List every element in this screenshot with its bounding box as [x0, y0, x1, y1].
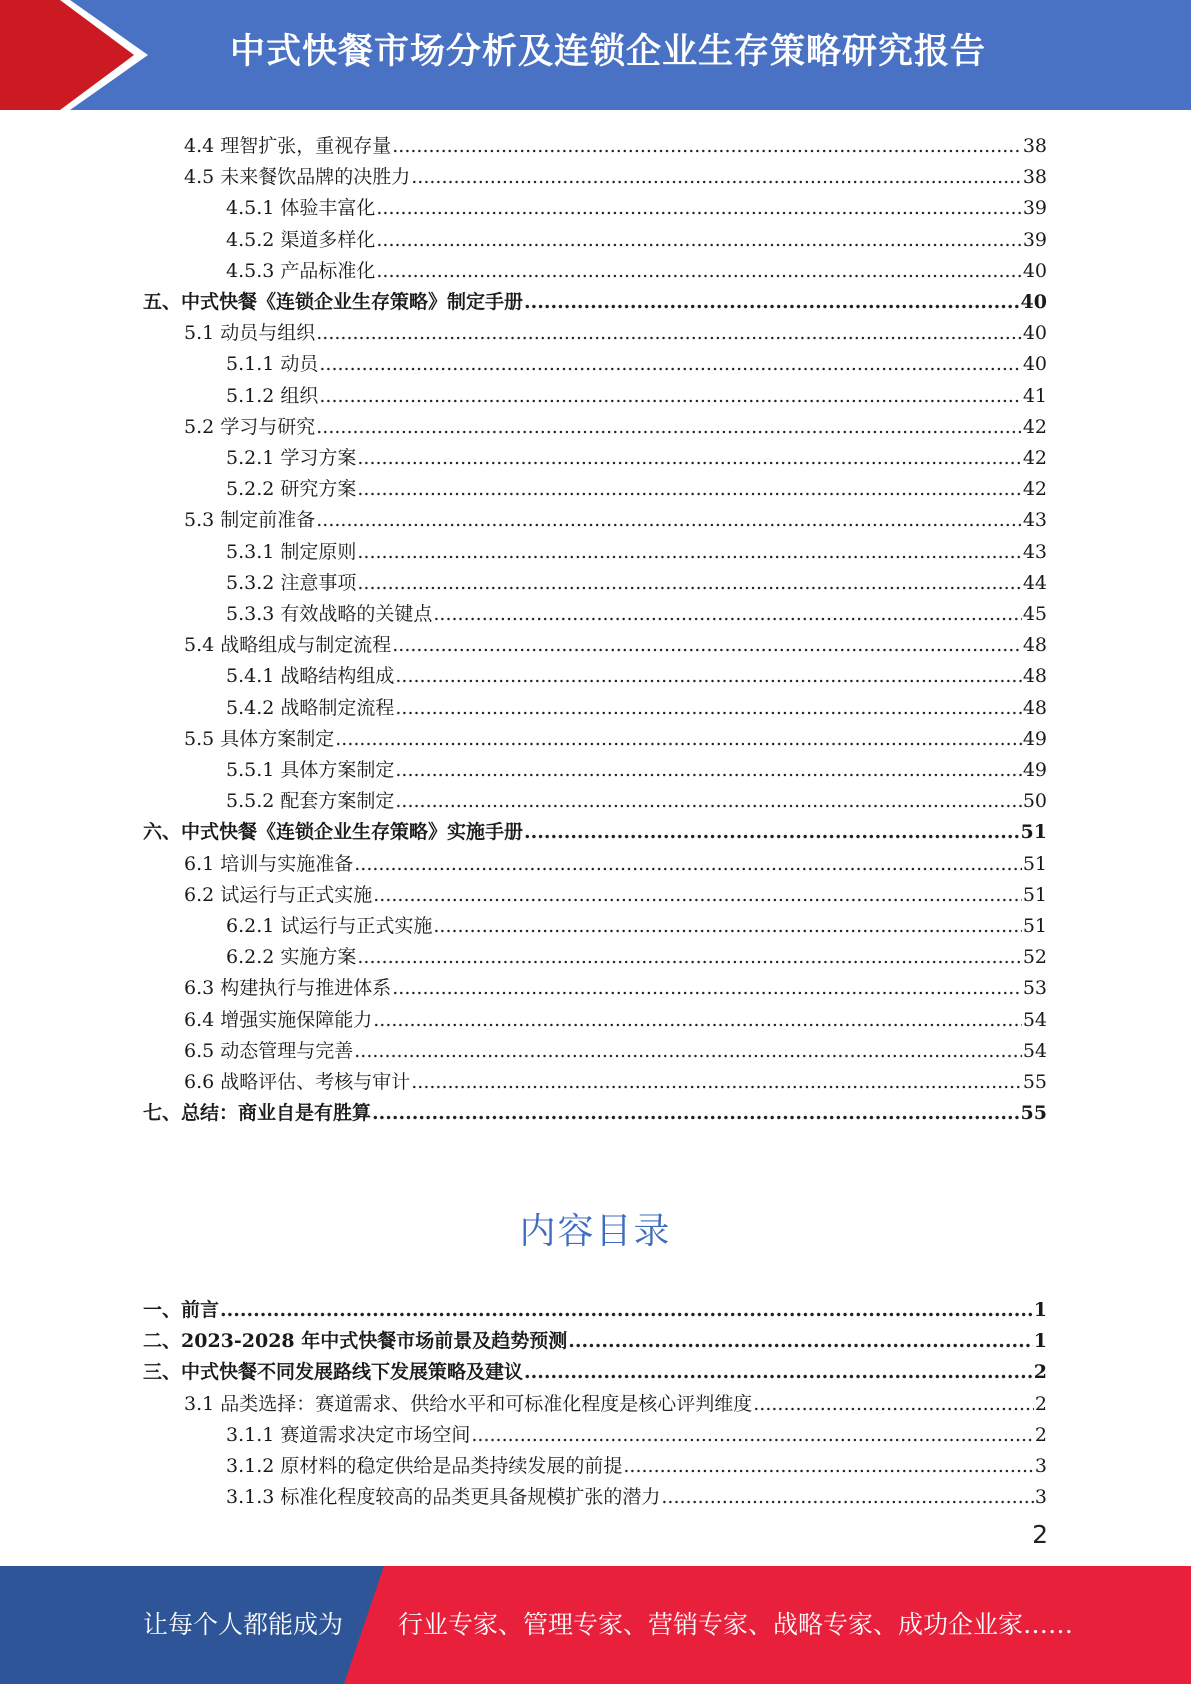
toc-entry-page: 51: [1020, 821, 1047, 844]
header-banner: [0, 0, 1191, 110]
toc-leader-dots: [471, 1422, 1034, 1448]
toc-entry-title: 4.5 未来餐饮品牌的决胜力: [184, 166, 411, 189]
footer-banner: [0, 1566, 1191, 1684]
toc-leader-dots: [357, 445, 1021, 471]
toc-entry-page: 39: [1022, 197, 1047, 220]
toc-entry[interactable]: [143, 1095, 1047, 1126]
toc-entry-page: 49: [1022, 759, 1047, 781]
toc-entry-title: 5.4.2 战略制定流程: [226, 696, 395, 719]
toc-entry-title: 4.5.3 产品标准化: [226, 259, 376, 282]
toc-entry-title: 4.5.2 渠道多样化: [226, 228, 376, 251]
toc-entry-title: 5.3.3 有效战略的关键点: [226, 603, 433, 625]
toc-entry-title: 6.2 试运行与正式实施: [184, 883, 373, 906]
toc-leader-dots: [376, 258, 1021, 284]
toc-leader-dots: [376, 195, 1021, 221]
toc-entry[interactable]: [226, 534, 1047, 565]
toc-entry-page: 42: [1022, 415, 1047, 438]
toc-entry-page: 48: [1022, 634, 1047, 657]
toc-entry-title: 4.5.1 体验丰富化: [226, 197, 376, 220]
toc-entry[interactable]: [184, 721, 1047, 752]
toc-entry-title: 六、中式快餐《连锁企业生存策略》实施手册: [143, 821, 524, 844]
toc-leader-dots: [433, 913, 1021, 939]
page-number: 2: [1032, 1520, 1048, 1549]
toc-entry-page: 55: [1022, 1071, 1047, 1093]
toc-entry-page: 49: [1022, 727, 1047, 750]
toc-entry-title: 5.3 制定前准备: [184, 509, 316, 532]
toc-leader-dots: [316, 320, 1022, 346]
toc-leader-dots: [316, 507, 1022, 533]
toc-entry[interactable]: [143, 814, 1047, 845]
toc-leader-dots: [373, 882, 1022, 908]
toc-entry-title: 6.6 战略评估、考核与审计: [184, 1071, 411, 1093]
toc-entry-title: 5.5.2 配套方案制定: [226, 790, 395, 813]
toc-leader-dots: [372, 1100, 1020, 1126]
toc-entry-title: 5.4 战略组成与制定流程: [184, 634, 392, 657]
toc-entry-title: 5.4.1 战略结构组成: [226, 665, 395, 688]
toc-leader-dots: [354, 851, 1022, 877]
toc-entry-page: 43: [1022, 540, 1047, 563]
toc-entry-page: 54: [1022, 1039, 1047, 1062]
toc-entry-title: 6.1 培训与实施准备: [184, 852, 354, 875]
toc-entry-page: 52: [1022, 946, 1047, 969]
toc-entry[interactable]: [226, 1448, 1047, 1479]
toc-entry-title: 3.1.2 原材料的稳定供给是品类持续发展的前提: [226, 1455, 623, 1477]
toc-entry[interactable]: [184, 877, 1047, 908]
toc-entry[interactable]: [226, 1479, 1047, 1510]
toc-entry-title: 3.1.3 标准化程度较高的品类更具备规模扩张的潜力: [226, 1486, 661, 1509]
toc-leader-dots: [357, 476, 1021, 502]
toc-entry-title: 4.4 理智扩张，重视存量: [184, 135, 392, 157]
toc-leader-dots: [373, 1007, 1022, 1033]
toc-entry[interactable]: [184, 1033, 1047, 1064]
toc-leader-dots: [395, 757, 1021, 783]
toc-entry-title: 5.1.2 组织: [226, 384, 319, 407]
toc-leader-dots: [411, 164, 1022, 190]
toc-entry[interactable]: [184, 315, 1047, 346]
content-title: 内容目录: [519, 1211, 672, 1252]
toc-entry[interactable]: [184, 1386, 1047, 1417]
toc-entry[interactable]: [184, 846, 1047, 877]
toc-entry[interactable]: [226, 783, 1047, 814]
toc-entry[interactable]: [184, 627, 1047, 658]
toc-entry[interactable]: [226, 908, 1047, 939]
footer-slogan-right: 行业专家、管理专家、营销专家、战略专家、成功企业家……: [398, 1610, 1074, 1639]
toc-leader-dots: [357, 944, 1021, 970]
report-title: 中式快餐市场分析及连锁企业生存策略研究报告: [230, 32, 987, 72]
toc-entry[interactable]: [226, 1417, 1047, 1448]
toc-leader-dots: [753, 1391, 1034, 1417]
toc-entry-title: 6.2.2 实施方案: [226, 946, 357, 969]
toc-leader-dots: [524, 819, 1020, 845]
toc-entry-page: 38: [1022, 135, 1047, 157]
toc-entry-title: 七、总结：商业自是有胜算: [143, 1102, 372, 1125]
toc-entry-title: 6.2.1 试运行与正式实施: [226, 915, 433, 937]
toc-entry-title: 3.1 品类选择：赛道需求、供给水平和可标准化程度是核心评判维度: [184, 1392, 753, 1415]
toc-entry-title: 6.4 增强实施保障能力: [184, 1008, 373, 1031]
toc-entry-title: 5.1.1 动员: [226, 353, 319, 376]
toc-entry-page: 51: [1022, 883, 1047, 906]
toc-entry[interactable]: [226, 658, 1047, 689]
toc-entry-page: 44: [1022, 571, 1047, 594]
toc-entry[interactable]: [184, 409, 1047, 440]
toc-leader-dots: [524, 1359, 1033, 1385]
toc-entry-page: 51: [1022, 915, 1047, 937]
toc-leader-dots: [335, 726, 1022, 752]
toc-entry[interactable]: [143, 1323, 1047, 1354]
toc-entry[interactable]: [184, 159, 1047, 190]
toc-entry-title: 5.2.2 研究方案: [226, 478, 357, 501]
toc-entry[interactable]: [143, 1292, 1047, 1323]
toc-entry-page: 3: [1034, 1455, 1047, 1477]
toc-entry-title: 6.3 构建执行与推进体系: [184, 977, 392, 1000]
toc-entry[interactable]: [226, 440, 1047, 471]
toc-entry-page: 2: [1034, 1392, 1047, 1415]
toc-leader-dots: [661, 1484, 1034, 1510]
toc-leader-dots: [354, 1038, 1022, 1064]
toc-entry-page: 43: [1022, 509, 1047, 532]
toc-leader-dots: [433, 601, 1021, 627]
toc-entry-page: 40: [1022, 353, 1047, 376]
toc-leader-dots: [220, 1297, 1033, 1323]
toc-leader-dots: [316, 414, 1022, 440]
toc-leader-dots: [319, 383, 1021, 409]
toc-entry-title: 5.5.1 具体方案制定: [226, 759, 395, 781]
toc-leader-dots: [395, 695, 1021, 721]
header-arrow-graphic: [0, 0, 160, 110]
toc-entry-page: 42: [1022, 447, 1047, 469]
toc-entry-page: 40: [1020, 291, 1047, 313]
toc-leader-dots: [395, 663, 1021, 689]
toc-entry-page: 2: [1034, 1423, 1047, 1446]
toc-leader-dots: [319, 351, 1021, 377]
toc-entry-title: 5.3.1 制定原则: [226, 540, 357, 563]
toc-entry-title: 6.5 动态管理与完善: [184, 1039, 354, 1062]
toc-entry-page: 2: [1033, 1361, 1047, 1384]
toc-entry[interactable]: [184, 1064, 1047, 1095]
toc-entry-title: 5.3.2 注意事项: [226, 571, 357, 594]
toc-entry-page: 51: [1022, 852, 1047, 875]
toc-entry-title: 三、中式快餐不同发展路线下发展策略及建议: [143, 1361, 524, 1384]
toc-entry[interactable]: [226, 752, 1047, 783]
toc-entry[interactable]: [226, 565, 1047, 596]
toc-entry[interactable]: [184, 502, 1047, 533]
toc-entry-page: 1: [1033, 1299, 1047, 1321]
toc-entry-page: 54: [1022, 1008, 1047, 1031]
toc-entry-page: 53: [1022, 977, 1047, 1000]
toc-entry-title: 5.1 动员与组织: [184, 322, 316, 345]
toc-leader-dots: [376, 227, 1021, 253]
toc-leader-dots: [568, 1328, 1033, 1354]
toc-entry[interactable]: [143, 1354, 1047, 1385]
toc-entry[interactable]: [184, 128, 1047, 159]
toc-entry[interactable]: [226, 253, 1047, 284]
toc-entry[interactable]: [226, 346, 1047, 377]
toc-entry[interactable]: [226, 471, 1047, 502]
toc-entry[interactable]: [226, 690, 1047, 721]
toc-entry-page: 40: [1022, 322, 1047, 345]
toc-entry-title: 二、2023-2028 年中式快餐市场前景及趋势预测: [143, 1330, 568, 1353]
toc-leader-dots: [524, 289, 1020, 315]
toc-entry-title: 5.2.1 学习方案: [226, 447, 357, 469]
toc-entry-title: 5.2 学习与研究: [184, 415, 316, 438]
footer-slogan-left: 让每个人都能成为: [143, 1610, 344, 1639]
toc-entry[interactable]: [226, 596, 1047, 627]
toc-entry[interactable]: [226, 190, 1047, 221]
toc-entry[interactable]: [226, 378, 1047, 409]
toc-leader-dots: [392, 975, 1022, 1001]
toc-leader-dots: [392, 133, 1022, 159]
toc-entry-title: 五、中式快餐《连锁企业生存策略》制定手册: [143, 291, 524, 313]
toc-leader-dots: [392, 632, 1022, 658]
toc-entry[interactable]: [184, 970, 1047, 1001]
toc-entry-page: 41: [1022, 384, 1047, 407]
toc-entry-title: 3.1.1 赛道需求决定市场空间: [226, 1423, 471, 1446]
toc-leader-dots: [395, 788, 1021, 814]
toc-entry[interactable]: [143, 284, 1047, 315]
toc-entry-title: 一、前言: [143, 1299, 220, 1321]
toc-entry-page: 48: [1022, 665, 1047, 688]
toc-entry-page: 1: [1033, 1330, 1047, 1353]
toc-entry-page: 40: [1022, 259, 1047, 282]
toc-entry[interactable]: [184, 1002, 1047, 1033]
toc-entry-page: 45: [1022, 603, 1047, 625]
toc-entry-page: 38: [1022, 166, 1047, 189]
toc-entry-page: 3: [1034, 1486, 1047, 1509]
toc-leader-dots: [411, 1069, 1022, 1095]
toc-entry[interactable]: [226, 222, 1047, 253]
toc-entry-page: 50: [1022, 790, 1047, 813]
toc-leader-dots: [357, 539, 1021, 565]
toc-entry-page: 39: [1022, 228, 1047, 251]
toc-entry-page: 42: [1022, 478, 1047, 501]
toc-leader-dots: [623, 1453, 1034, 1479]
toc-entry[interactable]: [226, 939, 1047, 970]
toc-entry-title: 5.5 具体方案制定: [184, 727, 335, 750]
toc-entry-page: 55: [1020, 1102, 1047, 1125]
toc-leader-dots: [357, 570, 1021, 596]
toc-entry-page: 48: [1022, 696, 1047, 719]
